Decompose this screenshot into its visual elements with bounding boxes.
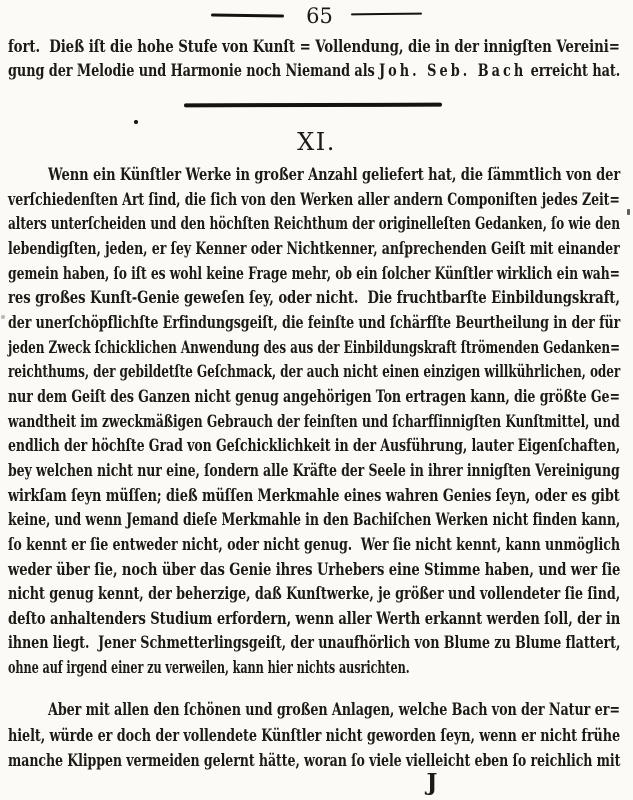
line-segment: wandtheit im zweckmäßigen Gebrauch der feinſten und ſcharfſinnigſten Kunſtmittel, und (8, 411, 620, 432)
line-segment: gung der Melodie und Harmonie noch Niemand als (8, 61, 380, 81)
letterspaced-name: Joh. Seb. Bach (379, 61, 527, 81)
header-rule-right (351, 13, 422, 16)
text-line (8, 311, 620, 336)
line-segment: fort. Dieß iſt die hohe Stufe von Kunſt = Vollendung, die in der innigſten Vereini= (8, 37, 620, 57)
text-line (8, 410, 620, 435)
line-segment: weder über ſie, noch über das Genie ihres Urhebers eine Stimme haben, und wer ſie (8, 559, 621, 580)
text-line (8, 188, 620, 213)
line-segment: Aber mit allen den ſchönen und großen Anlagen, welche Bach von der Natur er= (48, 700, 620, 720)
text-line (8, 631, 620, 656)
page-header (0, 0, 633, 30)
line-segment: nicht genug kennt, der beherzige, daß Kunſtwerke, je größer und vollendeter ſie ſind, (8, 584, 621, 605)
signature-mark: J (426, 769, 438, 796)
text-line (8, 533, 620, 558)
text-line (8, 434, 620, 459)
line-segment: erreicht hat. (526, 61, 621, 81)
text-line (8, 385, 620, 410)
text-line (8, 163, 620, 188)
text-line (8, 748, 620, 774)
text-line (8, 336, 620, 361)
text-line (8, 484, 620, 509)
line-segment: Wenn ein Künſtler Werke in großer Anzahl geliefert hat, die ſämmtlich von der (48, 165, 621, 185)
line-segment: jeden Zweck ſchicklichen Anwendung des aus der Einbildungskraft ſtrömenden Gedanken= (8, 337, 621, 358)
ink-dot-artifact (134, 120, 138, 124)
scan-speck (627, 209, 630, 215)
scan-speck (1, 315, 5, 319)
header-rule-left (211, 13, 284, 17)
text-line (8, 723, 620, 749)
text-line (8, 286, 620, 311)
intro-paragraph (8, 35, 620, 83)
line-segment: ſo kennt er ſie entweder nicht, oder nicht genug. Wer ſie nicht kennt, kann unmöglich (8, 534, 621, 555)
line-segment: verſchiedenſten Art ſind, die ſich von den Werken aller andern Componiſten jedes Zeit= (8, 189, 620, 210)
line-segment: deſto anhaltenders Studium erfordern, wenn aller Werth erkannt werden ſoll, der in (8, 608, 621, 629)
line-segment: endlich der höchſte Grad von Geſchicklichkeit in der Ausführung, lauter Eigenſchaften, (8, 436, 621, 457)
section-divider-rule (184, 103, 442, 107)
text-line (8, 697, 620, 723)
text-line (8, 582, 620, 607)
text-line (8, 558, 620, 583)
text-line (8, 262, 620, 287)
line-segment: keine, und wenn Jemand dieſe Merkmahle in den Bachiſchen Werken nicht finden kann, (8, 510, 621, 531)
text-line (8, 35, 620, 59)
line-segment: wirkſam ſeyn müſſen; dieß müſſen Merkmahle eines wahren Genies ſeyn, oder es gibt (8, 485, 620, 506)
text-line (8, 656, 620, 681)
main-paragraph (8, 163, 620, 681)
line-segment: nur dem Geiſt des Ganzen nicht genug angehörigen Ton ertragen kann, die größte Ge= (8, 386, 620, 407)
line-segment: lebendigſten, jeden, er ſey Kenner oder Nichtkenner, anſprechenden Geiſt mit einander (8, 238, 620, 259)
page-number: 65 (306, 3, 333, 28)
text-line (8, 237, 620, 262)
text-line (8, 508, 620, 533)
text-line (8, 459, 620, 484)
line-segment: reichthums, der gebildetſte Geſchmack, der auch nicht einen einzigen willkührlichen, oder (8, 362, 621, 383)
line-segment: bey welchen nicht nur eine, ſondern alle Kräfte der Seele in ihrer innigſten Vereinigung (8, 460, 620, 481)
text-line (8, 360, 620, 385)
line-segment: der unerſchöpflichſte Erfindungsgeiſt, die feinſte und ſchärfſte Beurtheilung in der für (8, 312, 621, 333)
text-line (8, 59, 620, 83)
line-segment: gemein haben, ſo iſt es wohl keine Frage mehr, ob ein ſolcher Künſtler wirklich ein wah= (8, 263, 620, 284)
text-line (8, 212, 620, 237)
line-segment: hielt, würde er doch der vollendete Künſtler nicht geworden ſeyn, wenn er nicht frühe (8, 725, 621, 746)
line-segment: ihnen liegt. Jener Schmetterlingsgeiſt, der unaufhörlich von Blume zu Blume flattert, (8, 633, 621, 654)
closing-paragraph (8, 697, 620, 774)
line-segment: manche Klippen vermeiden gelernt hätte, woran ſo viele vielleicht eben ſo reichlich mit (8, 751, 621, 771)
line-segment: alters unterſcheiden und den höchſten Reichthum der originelleſten Gedanken, ſo wie den (8, 214, 620, 235)
line-segment: ohne auf irgend einer zu verweilen, kann hier nichts ausrichten. (8, 658, 410, 679)
chapter-heading: XI. (297, 128, 336, 156)
text-line (8, 607, 620, 632)
line-segment: res großes Kunſt-Genie geweſen ſey, oder nicht. Die fruchtbarſte Einbildungskraft, (8, 288, 620, 309)
